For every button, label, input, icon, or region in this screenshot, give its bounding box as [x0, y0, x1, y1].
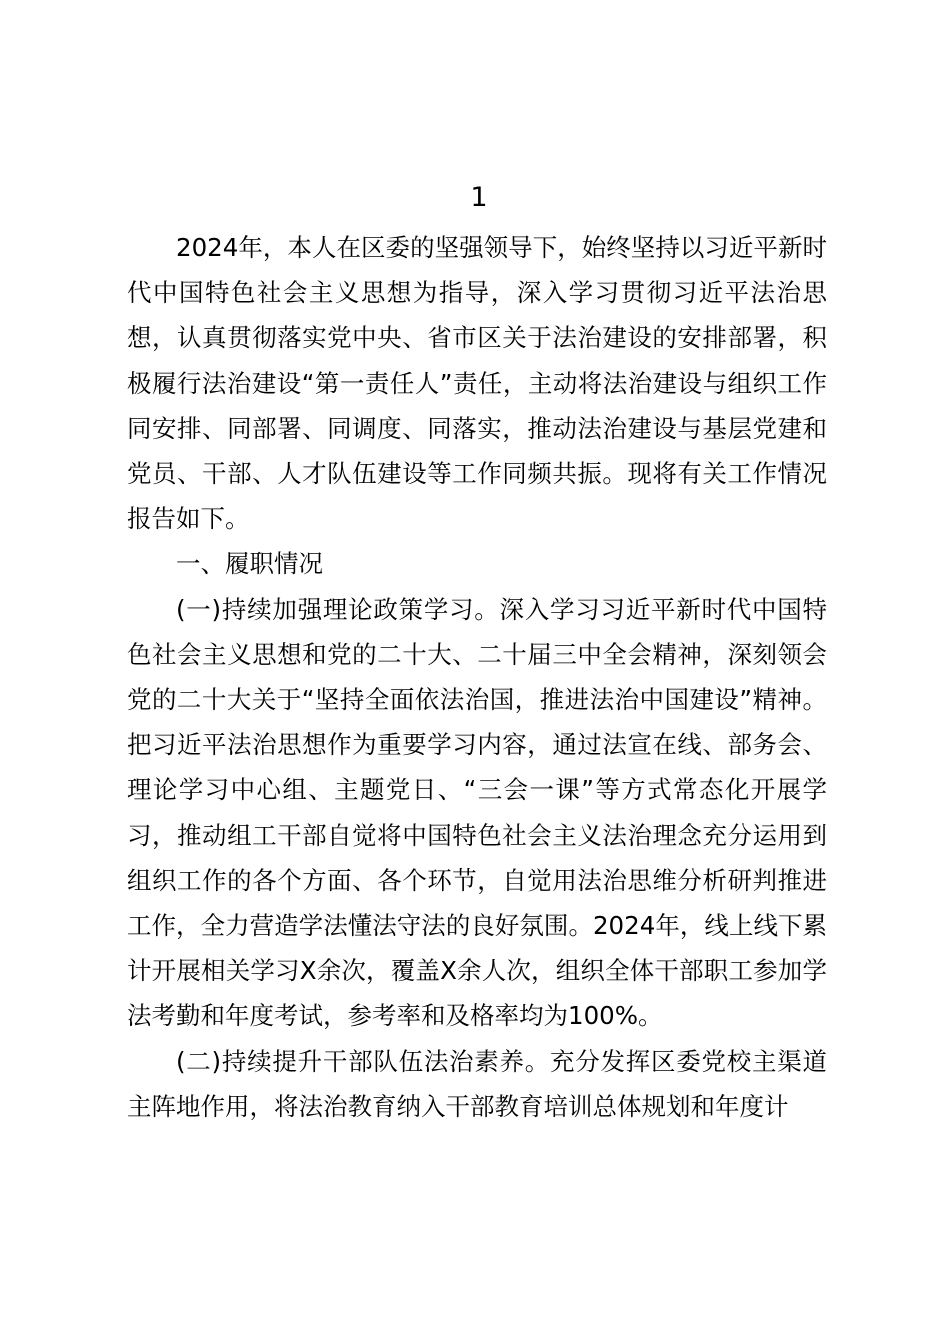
paragraph-cadre-literacy: (二)持续提升干部队伍法治素养。充分发挥区委党校主渠道主阵地作用，将法治教育纳入干部教育培训总体规划和年度计: [127, 1046, 827, 1121]
section-heading-performance: 一、履职情况: [176, 549, 323, 579]
page-number: 1: [470, 182, 488, 213]
paragraph-intro: 2024年，本人在区委的坚强领导下，始终坚持以习近平新时代中国特色社会主义思想为指导，深入学习贯彻习近平法治思想，认真贯彻落实党中央、省市区关于法治建设的安排部署，积极履行法治建设“第一责任人”责任，主动将法治建设与组织工作同安排、同部署、同调度、同落实，推动法治建设与基层党建和党员、干部、人才队伍建设等工作同频共振。现将有关工作情况报告如下。: [127, 233, 827, 534]
paragraph-theory-study: (一)持续加强理论政策学习。深入学习习近平新时代中国特色社会主义思想和党的二十大、二十届三中全会精神，深刻领会党的二十大关于“坚持全面依法治国，推进法治中国建设”精神。把习近平法治思想作为重要学习内容，通过法宣在线、部务会、理论学习中心组、主题党日、“三会一课”等方式常态化开展学习，推动组工干部自觉将中国特色社会主义法治理念充分运用到组织工作的各个方面、各个环节，自觉用法治思维分析研判推进工作，全力营造学法懂法守法的良好氛围。2024年，线上线下累计开展相关学习X余次，覆盖X余人次，组织全体干部职工参加学法考勤和年度考试，参考率和及格率均为100%。: [127, 594, 827, 1031]
document-body: [127, 225, 827, 1129]
